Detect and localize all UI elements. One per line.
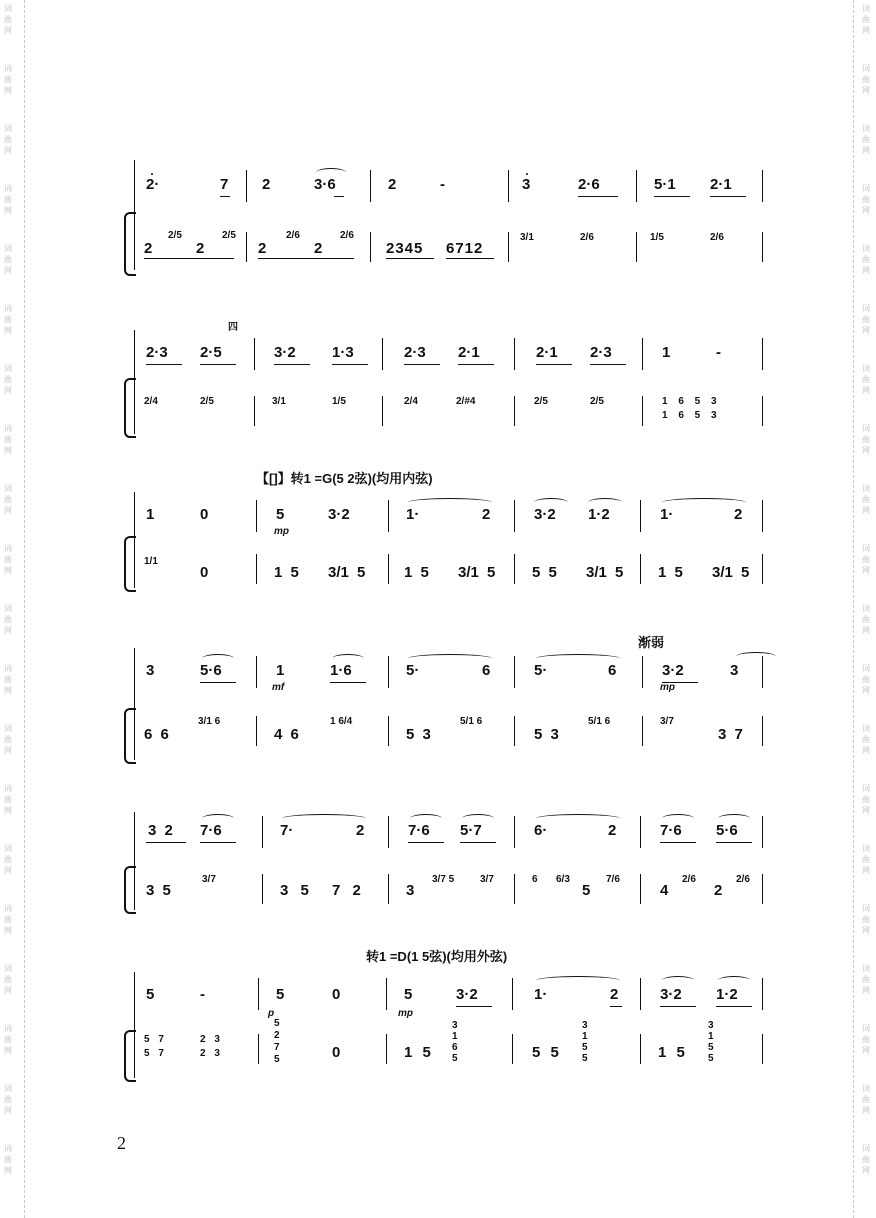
note: 1· xyxy=(660,506,674,523)
watermark-glyph: 词 xyxy=(4,544,12,553)
watermark-glyph: 网 xyxy=(4,986,12,995)
score-system-4 xyxy=(124,628,764,758)
note: - xyxy=(440,176,445,193)
watermark-glyph: 词 xyxy=(862,1084,870,1093)
note: 3/7 xyxy=(202,874,216,885)
note: 3·2 xyxy=(456,986,478,1003)
watermark-glyph: 词 xyxy=(862,484,870,493)
note: 6712 xyxy=(446,240,484,257)
watermark-glyph: 词 xyxy=(4,1084,12,1093)
watermark-glyph: 网 xyxy=(862,266,870,275)
note: 3 7 xyxy=(718,726,743,743)
note: 1/5 xyxy=(332,396,346,407)
note: 0 xyxy=(200,506,209,523)
dynamic-mark: mp xyxy=(274,526,289,537)
watermark-glyph: 曲 xyxy=(4,375,12,384)
note: 3·2 xyxy=(660,986,682,1003)
note: 1·2 xyxy=(716,986,738,1003)
note: 2·1 xyxy=(458,344,480,361)
note: 2/6 xyxy=(580,232,594,243)
page-number: 2 xyxy=(117,1133,126,1153)
watermark-glyph: 网 xyxy=(862,926,870,935)
watermark-glyph: 曲 xyxy=(4,975,12,984)
watermark-glyph: 词 xyxy=(862,724,870,733)
watermark-glyph: 网 xyxy=(4,326,12,335)
watermark-glyph: 网 xyxy=(862,686,870,695)
note: 0 xyxy=(332,986,341,1003)
watermark-glyph: 曲 xyxy=(4,1155,12,1164)
right-watermark-strip xyxy=(860,0,876,1218)
note: 7·6 xyxy=(200,822,222,839)
watermark-glyph: 曲 xyxy=(862,15,870,24)
watermark-glyph: 网 xyxy=(862,746,870,755)
note: 1 5 xyxy=(404,564,429,581)
note: 7·6 xyxy=(660,822,682,839)
note: 2/5 xyxy=(222,230,236,241)
watermark-glyph: 网 xyxy=(862,806,870,815)
note: 4 6 xyxy=(274,726,299,743)
watermark-glyph: 词 xyxy=(862,4,870,13)
note: 5 3 xyxy=(534,726,559,743)
note: 7· xyxy=(280,822,294,839)
note: 2·1 xyxy=(710,176,732,193)
melody-row xyxy=(142,816,764,850)
watermark-glyph: 词 xyxy=(4,1024,12,1033)
watermark-glyph: 网 xyxy=(4,1046,12,1055)
watermark-glyph: 网 xyxy=(862,86,870,95)
note: 2 xyxy=(482,506,491,523)
note: 2/6 xyxy=(286,230,300,241)
note: 6 xyxy=(482,662,491,679)
watermark-glyph: 词 xyxy=(4,184,12,193)
watermark-glyph: 词 xyxy=(862,364,870,373)
note: 3·6 xyxy=(314,176,336,193)
watermark-glyph: 曲 xyxy=(862,315,870,324)
note: 5 xyxy=(404,986,413,1003)
watermark-glyph: 网 xyxy=(862,626,870,635)
watermark-glyph: 网 xyxy=(4,686,12,695)
note: 2·5 xyxy=(200,344,222,361)
watermark-glyph: 词 xyxy=(862,844,870,853)
watermark-glyph: 曲 xyxy=(862,435,870,444)
watermark-glyph: 词 xyxy=(862,904,870,913)
note: 6· xyxy=(534,822,548,839)
note: 7 2 xyxy=(332,882,361,899)
note: 5 2 7 5 xyxy=(274,1018,280,1065)
score-system-2 xyxy=(124,320,764,450)
watermark-glyph: 网 xyxy=(4,866,12,875)
watermark-glyph: 曲 xyxy=(862,495,870,504)
watermark-glyph: 网 xyxy=(4,446,12,455)
note: 1·6 xyxy=(330,662,352,679)
watermark-glyph: 词 xyxy=(862,1024,870,1033)
note: 0 xyxy=(200,564,209,581)
left-watermark-strip xyxy=(0,0,16,1218)
note: 1 5 xyxy=(658,564,683,581)
note: 7/6 xyxy=(606,874,620,885)
note: 2/6 xyxy=(682,874,696,885)
watermark-glyph: 曲 xyxy=(4,15,12,24)
note: 5·1 xyxy=(654,176,676,193)
note: 1· xyxy=(534,986,548,1003)
note: 2·6 xyxy=(578,176,600,193)
watermark-glyph: 曲 xyxy=(862,975,870,984)
note: 6/3 xyxy=(556,874,570,885)
watermark-glyph: 曲 xyxy=(862,1035,870,1044)
note: 2 3 xyxy=(200,1034,220,1045)
note: 3 2 xyxy=(148,822,173,839)
dynamic-mark: mf xyxy=(272,682,285,693)
note: 3/7 xyxy=(660,716,674,727)
note: 2 xyxy=(262,176,271,193)
watermark-glyph: 网 xyxy=(4,26,12,35)
watermark-glyph: 词 xyxy=(4,124,12,133)
watermark-glyph: 网 xyxy=(862,986,870,995)
watermark-glyph: 词 xyxy=(4,964,12,973)
watermark-glyph: 词 xyxy=(862,784,870,793)
note: 2 xyxy=(714,882,723,899)
note: 2 xyxy=(608,822,617,839)
watermark-glyph: 网 xyxy=(4,86,12,95)
note: 2 xyxy=(258,240,267,257)
note: 1 6/4 xyxy=(330,716,353,727)
note: 5/1 6 xyxy=(460,716,483,727)
note: 3/1 5 xyxy=(712,564,750,581)
note: 2/6 xyxy=(340,230,354,241)
note: 0 xyxy=(332,1044,341,1061)
watermark-glyph: 词 xyxy=(4,904,12,913)
watermark-glyph: 曲 xyxy=(4,675,12,684)
note: 1 xyxy=(276,662,285,679)
note: 2/#4 xyxy=(456,396,476,407)
note: 2 xyxy=(144,240,153,257)
note: 2 xyxy=(356,822,365,839)
note: 3/1 5 xyxy=(586,564,624,581)
watermark-glyph: 词 xyxy=(4,4,12,13)
note: 2 3 xyxy=(200,1048,220,1059)
watermark-glyph: 词 xyxy=(4,364,12,373)
watermark-glyph: 词 xyxy=(862,304,870,313)
note: 1·2 xyxy=(588,506,610,523)
note: 1·3 xyxy=(332,344,354,361)
note: 5 xyxy=(146,986,155,1003)
note: 5· xyxy=(406,662,420,679)
watermark-glyph: 词 xyxy=(862,424,870,433)
watermark-glyph: 词 xyxy=(4,784,12,793)
note: 5/1 6 xyxy=(588,716,611,727)
watermark-glyph: 词 xyxy=(4,64,12,73)
watermark-glyph: 曲 xyxy=(4,75,12,84)
note: 3 xyxy=(406,882,415,899)
watermark-glyph: 网 xyxy=(862,326,870,335)
note: 2/4 xyxy=(404,396,418,407)
watermark-glyph: 词 xyxy=(4,244,12,253)
watermark-glyph: 曲 xyxy=(4,555,12,564)
watermark-glyph: 网 xyxy=(862,1166,870,1175)
note: 2/5 xyxy=(590,396,604,407)
note: 6 xyxy=(532,874,538,885)
watermark-glyph: 曲 xyxy=(862,615,870,624)
watermark-glyph: 词 xyxy=(862,1144,870,1153)
watermark-glyph: 词 xyxy=(4,484,12,493)
note: 5·6 xyxy=(716,822,738,839)
note: 3·2 xyxy=(328,506,350,523)
melody-row xyxy=(142,500,764,537)
score-system-1 xyxy=(124,160,764,290)
watermark-glyph: 词 xyxy=(4,304,12,313)
note: 6 6 xyxy=(144,726,169,743)
note: 3 xyxy=(146,662,155,679)
dynamic-mark: p xyxy=(268,1008,275,1019)
watermark-glyph: 曲 xyxy=(862,1095,870,1104)
note: 3/7 xyxy=(480,874,494,885)
note: 1· xyxy=(406,506,420,523)
note: 3 xyxy=(730,662,739,679)
watermark-glyph: 词 xyxy=(862,124,870,133)
note: 3/7 5 xyxy=(432,874,455,885)
note: 5·7 xyxy=(460,822,482,839)
watermark-glyph: 曲 xyxy=(4,1035,12,1044)
note: 3 1 6 5 xyxy=(452,1020,458,1064)
note: 5 xyxy=(276,506,285,523)
accompaniment-row xyxy=(142,872,764,906)
note: 2/5 xyxy=(534,396,548,407)
note: 2·1 xyxy=(536,344,558,361)
watermark-glyph: 曲 xyxy=(862,375,870,384)
tempo-text: 渐弱 xyxy=(638,635,665,650)
watermark-glyph: 网 xyxy=(4,746,12,755)
note: 5·6 xyxy=(200,662,222,679)
watermark-glyph: 网 xyxy=(4,626,12,635)
note: 2 xyxy=(734,506,743,523)
note: 5 5 xyxy=(532,564,557,581)
melody-row xyxy=(142,170,764,204)
note: 3·2 xyxy=(534,506,556,523)
note: 3/1 5 xyxy=(458,564,496,581)
note: 6 xyxy=(608,662,617,679)
note: 1 6 5 3 xyxy=(662,396,717,407)
watermark-glyph: 曲 xyxy=(862,195,870,204)
section-mark: 四 xyxy=(228,322,238,333)
watermark-glyph: 网 xyxy=(4,266,12,275)
watermark-glyph: 曲 xyxy=(4,195,12,204)
note: 3 5 xyxy=(280,882,309,899)
watermark-glyph: 曲 xyxy=(862,1155,870,1164)
watermark-glyph: 网 xyxy=(4,206,12,215)
note: 2/5 xyxy=(200,396,214,407)
watermark-glyph: 曲 xyxy=(4,315,12,324)
note: 1 5 xyxy=(658,1044,685,1061)
note: 1/1 xyxy=(144,556,158,567)
note: 2·3 xyxy=(146,344,168,361)
watermark-glyph: 曲 xyxy=(4,735,12,744)
watermark-glyph: 网 xyxy=(4,806,12,815)
watermark-glyph: 曲 xyxy=(862,555,870,564)
note: 5 3 xyxy=(406,726,431,743)
note: 2/6 xyxy=(710,232,724,243)
note: 5 7 xyxy=(144,1034,164,1045)
watermark-glyph: 曲 xyxy=(862,915,870,924)
watermark-glyph: 曲 xyxy=(4,1095,12,1104)
watermark-glyph: 词 xyxy=(862,964,870,973)
note: 1 xyxy=(146,506,155,523)
note: 2 xyxy=(314,240,323,257)
watermark-glyph: 词 xyxy=(862,544,870,553)
note: 3 5 xyxy=(146,882,171,899)
watermark-glyph: 曲 xyxy=(862,735,870,744)
note: 2 xyxy=(610,986,619,1003)
watermark-glyph: 词 xyxy=(4,424,12,433)
watermark-glyph: 词 xyxy=(862,64,870,73)
note: 1 5 xyxy=(404,1044,431,1061)
note: 3 1 5 5 xyxy=(708,1020,714,1064)
note: 1 xyxy=(662,344,671,361)
watermark-glyph: 曲 xyxy=(4,615,12,624)
watermark-glyph: 曲 xyxy=(4,795,12,804)
score-system-5 xyxy=(124,796,764,926)
watermark-glyph: 曲 xyxy=(862,255,870,264)
watermark-glyph: 词 xyxy=(862,244,870,253)
note: 5 7 xyxy=(144,1048,164,1059)
note: 3/1 xyxy=(272,396,286,407)
watermark-glyph: 曲 xyxy=(862,135,870,144)
note: - xyxy=(200,986,205,1003)
score-system-6 xyxy=(124,940,764,1070)
watermark-glyph: 网 xyxy=(4,386,12,395)
note: 3/1 5 xyxy=(328,564,366,581)
watermark-glyph: 网 xyxy=(862,386,870,395)
watermark-glyph: 网 xyxy=(862,866,870,875)
dynamic-mark: mp xyxy=(398,1008,413,1019)
melody-row xyxy=(142,978,764,1019)
watermark-glyph: 曲 xyxy=(862,795,870,804)
note: 3·2 xyxy=(662,662,684,679)
watermark-glyph: 词 xyxy=(4,844,12,853)
note: 2 xyxy=(196,240,205,257)
watermark-glyph: 网 xyxy=(862,1046,870,1055)
watermark-glyph: 网 xyxy=(862,206,870,215)
note: 3/1 6 xyxy=(198,716,221,727)
watermark-glyph: 曲 xyxy=(4,135,12,144)
accompaniment-row xyxy=(142,714,764,748)
section-header: 转1 =D(1 5弦)(均用外弦) xyxy=(366,949,508,964)
watermark-glyph: 网 xyxy=(4,146,12,155)
dynamic-mark: mp xyxy=(660,682,675,693)
note: 2 xyxy=(388,176,397,193)
watermark-glyph: 曲 xyxy=(4,855,12,864)
accompaniment-row xyxy=(142,230,764,264)
watermark-glyph: 词 xyxy=(4,724,12,733)
watermark-glyph: 词 xyxy=(862,184,870,193)
note: 2·3 xyxy=(590,344,612,361)
note: 3·2 xyxy=(274,344,296,361)
accompaniment-row xyxy=(142,552,764,586)
note: 2·3 xyxy=(404,344,426,361)
watermark-glyph: 网 xyxy=(862,1106,870,1115)
note: 2/4 xyxy=(144,396,158,407)
accompaniment-row xyxy=(142,394,764,428)
watermark-glyph: 曲 xyxy=(4,495,12,504)
watermark-glyph: 词 xyxy=(862,604,870,613)
score-system-3 xyxy=(124,462,764,592)
note: 2/5 xyxy=(168,230,182,241)
note: 3/1 xyxy=(520,232,534,243)
note: 7·6 xyxy=(408,822,430,839)
watermark-glyph: 网 xyxy=(4,566,12,575)
watermark-glyph: 曲 xyxy=(4,435,12,444)
note: 3 xyxy=(522,176,531,193)
watermark-glyph: 网 xyxy=(4,1166,12,1175)
note: 5 xyxy=(582,882,591,899)
watermark-glyph: 网 xyxy=(4,1106,12,1115)
watermark-glyph: 网 xyxy=(4,506,12,515)
watermark-glyph: 网 xyxy=(862,26,870,35)
watermark-glyph: 网 xyxy=(862,566,870,575)
watermark-glyph: 网 xyxy=(4,926,12,935)
watermark-glyph: 网 xyxy=(862,446,870,455)
section-header: 【[]】转1 =G(5 2弦)(均用内弦) xyxy=(256,471,433,486)
note: 4 xyxy=(660,882,669,899)
melody-row xyxy=(142,656,764,693)
watermark-glyph: 词 xyxy=(4,604,12,613)
watermark-glyph: 曲 xyxy=(4,255,12,264)
watermark-glyph: 网 xyxy=(862,146,870,155)
watermark-glyph: 词 xyxy=(862,664,870,673)
note: 2· xyxy=(146,176,160,193)
watermark-glyph: 曲 xyxy=(862,675,870,684)
note: 1 6 5 3 xyxy=(662,410,717,421)
note: 5· xyxy=(534,662,548,679)
watermark-glyph: 词 xyxy=(4,664,12,673)
note: - xyxy=(716,344,721,361)
note: 7 xyxy=(220,176,229,193)
note: 1 5 xyxy=(274,564,299,581)
melody-row xyxy=(142,338,764,372)
watermark-glyph: 曲 xyxy=(862,855,870,864)
note: 2345 xyxy=(386,240,424,257)
note: 2/6 xyxy=(736,874,750,885)
watermark-glyph: 曲 xyxy=(862,75,870,84)
note: 5 5 xyxy=(532,1044,559,1061)
note: 5 xyxy=(276,986,285,1003)
watermark-glyph: 词 xyxy=(4,1144,12,1153)
watermark-glyph: 曲 xyxy=(4,915,12,924)
note: 3 1 5 5 xyxy=(582,1020,588,1064)
watermark-glyph: 网 xyxy=(862,506,870,515)
note: 1/5 xyxy=(650,232,664,243)
